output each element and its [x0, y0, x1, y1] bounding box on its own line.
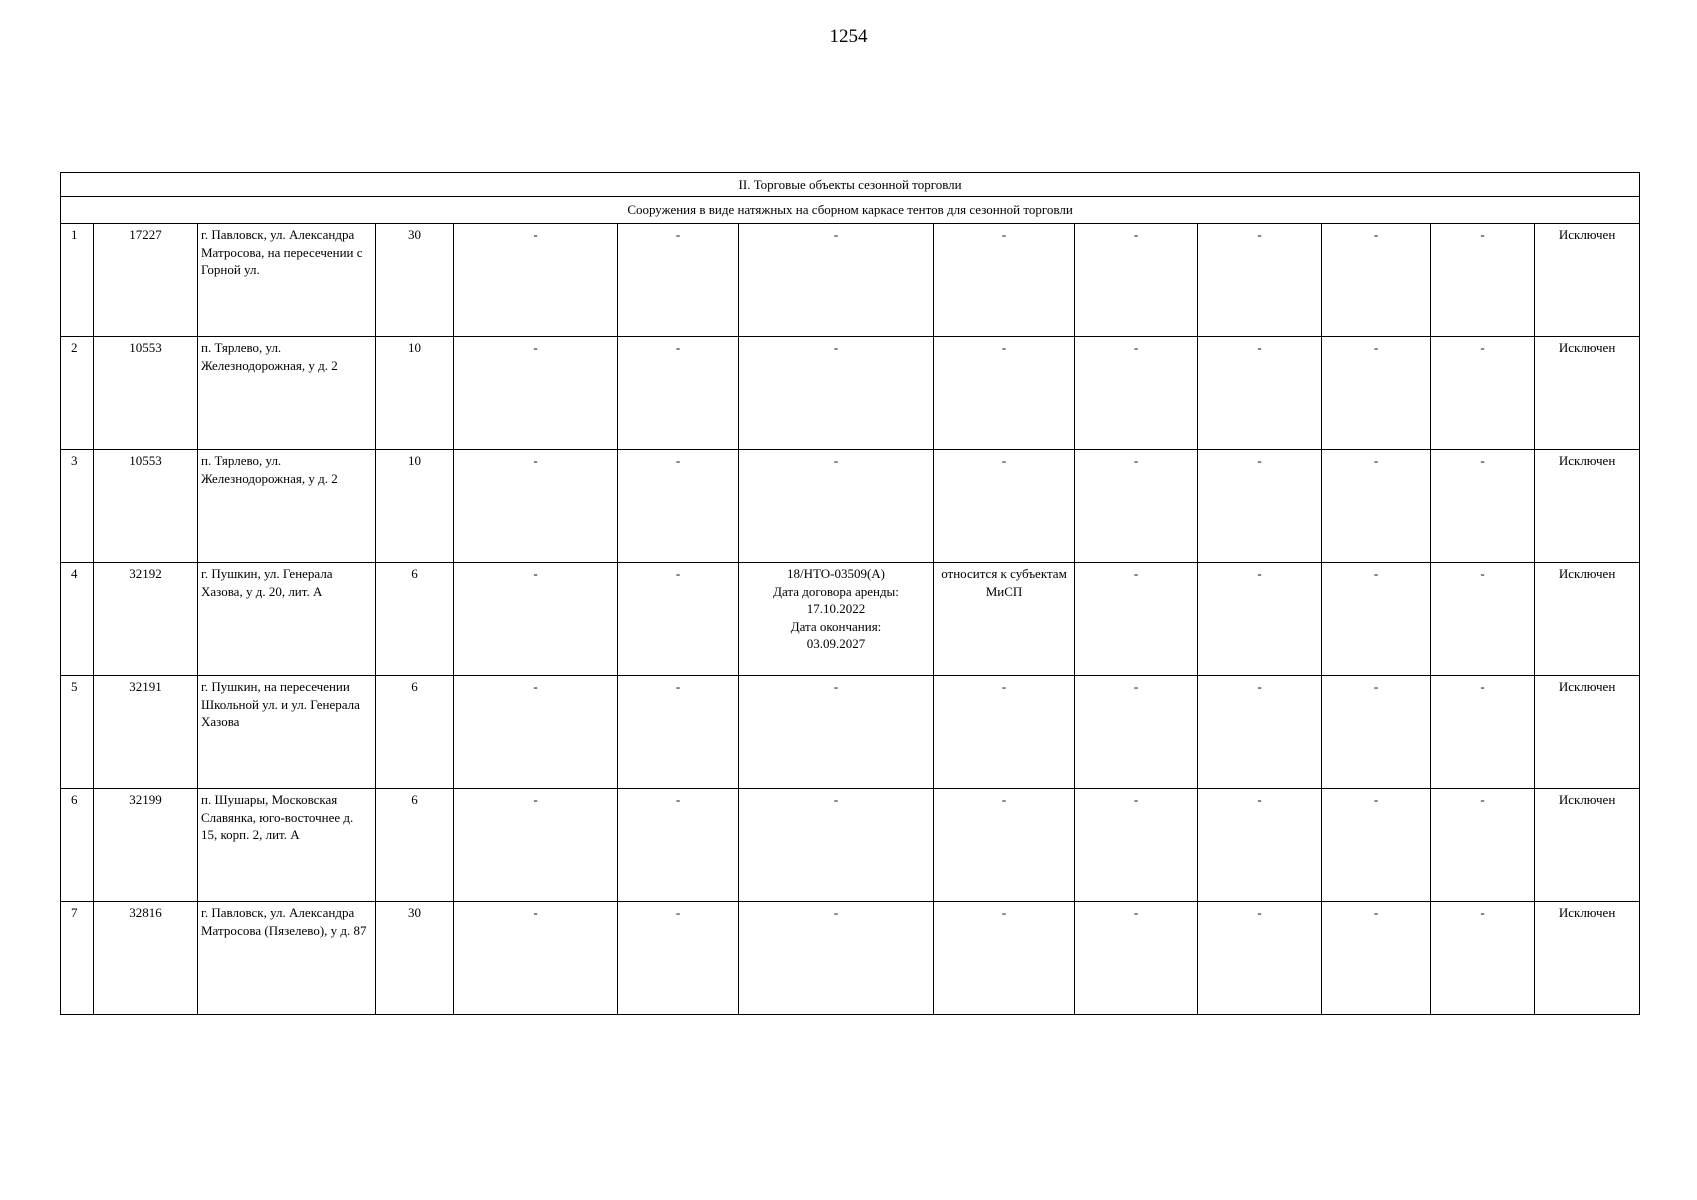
column-6-cell: -	[618, 676, 739, 789]
row-number-cell: 6	[61, 789, 94, 902]
status-cell: Исключен	[1535, 337, 1640, 450]
contract-cell	[739, 563, 934, 676]
object-id-cell: 10553	[94, 337, 198, 450]
area-cell: 10	[376, 450, 454, 563]
msp-status-cell: -	[934, 789, 1075, 902]
column-11-cell: -	[1322, 789, 1431, 902]
page-number: 1254	[829, 26, 868, 47]
column-9-cell: -	[1075, 224, 1198, 337]
column-11-cell: -	[1322, 676, 1431, 789]
area-cell: 30	[376, 902, 454, 1015]
contract-line: Дата окончания:	[790, 618, 882, 634]
area-cell: 30	[376, 224, 454, 337]
subsection-header-row	[61, 197, 1640, 224]
object-id-cell: 10553	[94, 450, 198, 563]
area-cell: 10	[376, 337, 454, 450]
address-cell: г. Пушкин, на пересечении Школьной ул. и ул. Генерала Хазова	[198, 676, 376, 789]
column-6-cell: -	[618, 337, 739, 450]
contract-line: 03.09.2027	[806, 636, 866, 651]
msp-status-cell: -	[934, 450, 1075, 563]
objects-table	[60, 172, 1640, 1015]
contract-cell	[739, 450, 934, 563]
area-cell: 6	[376, 789, 454, 902]
column-10-cell: -	[1198, 224, 1322, 337]
section-header-row	[61, 173, 1640, 197]
column-5-cell: -	[454, 563, 618, 676]
msp-status-cell: -	[934, 337, 1075, 450]
row-number-cell: 4	[61, 563, 94, 676]
column-5-cell: -	[454, 902, 618, 1015]
column-9-cell: -	[1075, 563, 1198, 676]
column-10-cell: -	[1198, 337, 1322, 450]
msp-status-cell: -	[934, 902, 1075, 1015]
table-row	[61, 676, 1640, 789]
column-5-cell: -	[454, 450, 618, 563]
row-number-cell: 5	[61, 676, 94, 789]
status-cell: Исключен	[1535, 789, 1640, 902]
column-12-cell: -	[1431, 450, 1535, 563]
contract-line: -	[833, 227, 839, 242]
column-10-cell: -	[1198, 789, 1322, 902]
object-id-cell: 17227	[94, 224, 198, 337]
column-11-cell: -	[1322, 337, 1431, 450]
contract-line: -	[833, 453, 839, 468]
column-12-cell: -	[1431, 563, 1535, 676]
section-title: II. Торговые объекты сезонной торговли	[61, 173, 1640, 197]
row-number-cell: 7	[61, 902, 94, 1015]
column-12-cell: -	[1431, 902, 1535, 1015]
contract-line: -	[833, 340, 839, 355]
object-id-cell: 32816	[94, 902, 198, 1015]
status-cell: Исключен	[1535, 676, 1640, 789]
column-6-cell: -	[618, 563, 739, 676]
column-10-cell: -	[1198, 450, 1322, 563]
column-12-cell: -	[1431, 676, 1535, 789]
column-10-cell: -	[1198, 563, 1322, 676]
row-number-cell: 1	[61, 224, 94, 337]
address-cell: п. Тярлево, ул. Железнодорожная, у д. 2	[198, 337, 376, 450]
status-cell: Исключен	[1535, 563, 1640, 676]
table-row	[61, 563, 1640, 676]
column-5-cell: -	[454, 789, 618, 902]
contract-cell	[739, 789, 934, 902]
table-row	[61, 902, 1640, 1015]
table-row	[61, 224, 1640, 337]
contract-line: -	[833, 679, 839, 694]
area-cell: 6	[376, 563, 454, 676]
msp-status-cell: -	[934, 676, 1075, 789]
column-12-cell: -	[1431, 224, 1535, 337]
subsection-title: Сооружения в виде натяжных на сборном каркасе тентов для сезонной торговли	[61, 197, 1640, 224]
contract-cell	[739, 337, 934, 450]
column-6-cell: -	[618, 902, 739, 1015]
column-11-cell: -	[1322, 224, 1431, 337]
area-cell: 6	[376, 676, 454, 789]
object-id-cell: 32191	[94, 676, 198, 789]
table-row	[61, 450, 1640, 563]
contract-cell	[739, 676, 934, 789]
object-id-cell: 32199	[94, 789, 198, 902]
msp-status-cell: относится к субъектам МиСП	[934, 563, 1075, 676]
column-10-cell: -	[1198, 902, 1322, 1015]
status-cell: Исключен	[1535, 902, 1640, 1015]
contract-line: -	[833, 792, 839, 807]
column-9-cell: -	[1075, 902, 1198, 1015]
address-cell: г. Павловск, ул. Александра Матросова, на пересечении с Горной ул.	[198, 224, 376, 337]
status-cell: Исключен	[1535, 224, 1640, 337]
object-id-cell: 32192	[94, 563, 198, 676]
contract-line: Дата договора аренды:	[773, 583, 899, 599]
row-number-cell: 3	[61, 450, 94, 563]
column-9-cell: -	[1075, 789, 1198, 902]
status-cell: Исключен	[1535, 450, 1640, 563]
column-12-cell: -	[1431, 337, 1535, 450]
column-6-cell: -	[618, 789, 739, 902]
address-cell: г. Пушкин, ул. Генерала Хазова, у д. 20, лит. А	[198, 563, 376, 676]
address-cell: г. Павловск, ул. Александра Матросова (Пязелево), у д. 87	[198, 902, 376, 1015]
column-10-cell: -	[1198, 676, 1322, 789]
contract-cell	[739, 902, 934, 1015]
contract-cell	[739, 224, 934, 337]
column-11-cell: -	[1322, 450, 1431, 563]
table-row	[61, 337, 1640, 450]
msp-status-cell: -	[934, 224, 1075, 337]
column-6-cell: -	[618, 450, 739, 563]
column-5-cell: -	[454, 224, 618, 337]
contract-line: 18/НТО-03509(А)	[786, 566, 886, 581]
column-12-cell: -	[1431, 789, 1535, 902]
column-9-cell: -	[1075, 337, 1198, 450]
contract-line: -	[833, 905, 839, 920]
column-11-cell: -	[1322, 563, 1431, 676]
column-5-cell: -	[454, 337, 618, 450]
table-row	[61, 789, 1640, 902]
row-number-cell: 2	[61, 337, 94, 450]
contract-line: 17.10.2022	[806, 601, 866, 616]
column-5-cell: -	[454, 676, 618, 789]
column-6-cell: -	[618, 224, 739, 337]
address-cell: п. Тярлево, ул. Железнодорожная, у д. 2	[198, 450, 376, 563]
address-cell: п. Шушары, Московская Славянка, юго-восточнее д. 15, корп. 2, лит. А	[198, 789, 376, 902]
column-11-cell: -	[1322, 902, 1431, 1015]
column-9-cell: -	[1075, 450, 1198, 563]
column-9-cell: -	[1075, 676, 1198, 789]
